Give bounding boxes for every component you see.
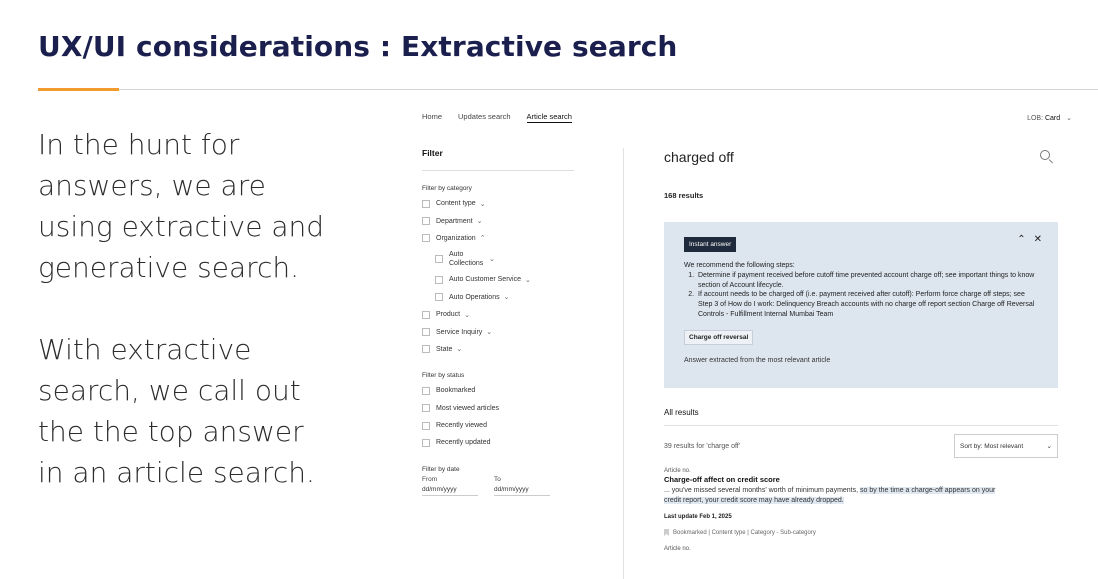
checkbox[interactable]	[435, 293, 443, 301]
instant-answer-card	[664, 222, 1058, 388]
filter-item-label: Content type	[436, 200, 476, 208]
charge-off-reversal-chip[interactable]: Charge off reversal	[684, 330, 753, 345]
sort-dropdown[interactable]	[954, 434, 1058, 458]
date-from-label: From	[422, 475, 438, 483]
article-snippet	[664, 486, 1009, 506]
filter-department[interactable]	[422, 212, 574, 229]
article-number: Article no.	[664, 546, 691, 552]
checkbox[interactable]	[422, 328, 430, 336]
chevron-down-icon: ⌄	[476, 218, 483, 226]
chevron-down-icon: ⌄	[464, 311, 470, 319]
filter-item-label: Product	[436, 311, 461, 319]
checkbox[interactable]	[435, 255, 443, 263]
title-accent-bar	[38, 88, 119, 91]
filter-auto-customer-service[interactable]	[422, 271, 574, 288]
date-to-label: To	[494, 475, 501, 483]
filter-date-label: Filter by date	[422, 465, 460, 473]
search-bar	[664, 140, 1058, 174]
filter-organization[interactable]	[422, 230, 574, 247]
sort-label: Sort by: Most relevant	[960, 442, 1024, 450]
search-input[interactable]	[664, 149, 1004, 165]
article-title[interactable]: Charge-off affect on credit score	[664, 475, 780, 484]
slide-body	[38, 124, 338, 534]
answer-intro: We recommend the following steps:	[684, 262, 795, 269]
chevron-down-icon: ⌄	[456, 346, 463, 354]
checkbox[interactable]	[422, 387, 430, 395]
lob-selector[interactable]	[1027, 114, 1072, 122]
chevron-down-icon: ⌄	[486, 329, 493, 337]
results-panel	[664, 140, 1058, 552]
body-paragraph-2: With extractive search, we call out the the top answer in an article search.	[38, 333, 315, 489]
filter-state[interactable]	[422, 341, 574, 358]
close-icon[interactable]: ✕	[1033, 234, 1042, 245]
query-results-count: 39 results for 'charge off'	[664, 442, 741, 450]
instant-answer-badge: Instant answer	[684, 237, 736, 252]
results-toolbar	[664, 434, 1058, 458]
filter-panel	[422, 148, 574, 496]
filter-item-label: Recently updated	[436, 439, 491, 447]
search-icon[interactable]	[1040, 150, 1054, 164]
filter-auto-collections[interactable]	[422, 247, 574, 271]
date-to-field[interactable]	[494, 476, 550, 496]
body-paragraph-1: In the hunt for answers, we are using extractive and generative search.	[38, 128, 325, 284]
nav-article-search[interactable]: Article search	[526, 112, 572, 121]
filter-divider	[422, 170, 574, 171]
filter-item-label: Recently viewed	[436, 422, 487, 430]
filter-recently-updated[interactable]	[422, 434, 574, 451]
title-divider	[38, 89, 1098, 90]
results-count: 168 results	[664, 191, 704, 200]
date-from-field[interactable]	[422, 476, 478, 496]
article-meta	[664, 529, 1058, 536]
checkbox[interactable]	[422, 200, 430, 208]
filter-item-label: Service Inquiry	[436, 328, 483, 336]
filter-most-viewed[interactable]	[422, 400, 574, 417]
checkbox[interactable]	[435, 276, 443, 284]
checkbox[interactable]	[422, 422, 430, 430]
filter-item-label: State	[436, 345, 453, 353]
filter-product[interactable]	[422, 306, 574, 323]
filter-item-label: Most viewed articles	[436, 404, 500, 412]
chevron-down-icon: ⌄	[489, 256, 495, 264]
filter-category-label: Filter by category	[422, 185, 472, 192]
nav-home[interactable]: Home	[422, 112, 443, 121]
checkbox[interactable]	[422, 439, 430, 447]
snippet-text: ... you've missed several months' worth of minimum payments,	[664, 487, 859, 494]
nav-updates-search[interactable]: Updates search	[458, 112, 511, 121]
top-nav	[422, 112, 572, 123]
all-results-heading: All results	[664, 408, 699, 417]
results-divider	[664, 425, 1058, 426]
answer-source-note: Answer extracted from the most relevant article	[684, 356, 831, 364]
bookmark-icon[interactable]	[664, 529, 669, 536]
filter-item-label: Organization	[436, 234, 476, 242]
article-search-mockup	[410, 100, 1098, 579]
snippet-highlight: so by the time a charge-off appears on your credit report, your credit score may have already dropped.	[664, 487, 996, 504]
answer-step: 2. If account needs to be charged off (i.e. payment received after cutoff): Perform force charge off steps; see Step 3 of How do I work: Delinquency Breach accounts with no charge off report section Charge off Reversal Controls - Fulfillment Internal Mumbai Team	[696, 290, 1038, 319]
date-range	[422, 476, 574, 496]
checkbox[interactable]	[422, 345, 430, 353]
filter-auto-operations[interactable]	[422, 289, 574, 306]
article-last-update: Last update Feb 1, 2025	[664, 514, 732, 520]
answer-step: 1. Determine if payment received before cutoff time prevented account charge off; see important things to know section of Account lifecycle.	[696, 271, 1038, 290]
collapse-icon[interactable]: ⌃	[1017, 234, 1026, 245]
filter-recently-viewed[interactable]	[422, 417, 574, 434]
date-from-input[interactable]: dd/mm/yyyy	[422, 486, 478, 496]
date-to-input[interactable]: dd/mm/yyyy	[494, 486, 550, 496]
lob-label: LOB:	[1027, 115, 1044, 122]
chevron-down-icon: ⌄	[503, 294, 510, 302]
filter-item-label: Department	[436, 217, 473, 225]
checkbox[interactable]	[422, 404, 430, 412]
column-divider	[623, 148, 624, 579]
article-meta-text: Bookmarked | Content type | Category - Sub-category	[673, 529, 816, 536]
filter-bookmarked[interactable]	[422, 382, 574, 399]
checkbox[interactable]	[422, 217, 430, 225]
chevron-down-icon: ⌄	[1066, 115, 1072, 122]
answer-steps	[684, 271, 1038, 320]
chevron-up-icon: ⌃	[479, 235, 486, 243]
filter-item-label: Auto Customer Service	[449, 276, 521, 284]
filter-title: Filter	[422, 148, 443, 158]
chevron-down-icon: ⌄	[1046, 443, 1052, 450]
chevron-down-icon: ⌄	[479, 200, 486, 208]
filter-item-label: Bookmarked	[436, 387, 476, 395]
article-number: Article no.	[664, 468, 691, 474]
filter-item-label: Auto Operations	[449, 293, 500, 301]
filter-content-type[interactable]	[422, 195, 574, 212]
lob-value: Card	[1044, 115, 1061, 122]
list-item[interactable]	[664, 468, 1058, 536]
filter-status-label: Filter by status	[422, 372, 465, 380]
filter-service-inquiry[interactable]	[422, 323, 574, 340]
checkbox[interactable]	[422, 234, 430, 242]
checkbox[interactable]	[422, 311, 430, 319]
card-controls	[1017, 234, 1042, 245]
filter-item-label: Auto Collections	[449, 251, 484, 268]
slide-title: UX/UI considerations : Extractive search	[38, 30, 678, 63]
chevron-down-icon: ⌄	[524, 276, 531, 284]
